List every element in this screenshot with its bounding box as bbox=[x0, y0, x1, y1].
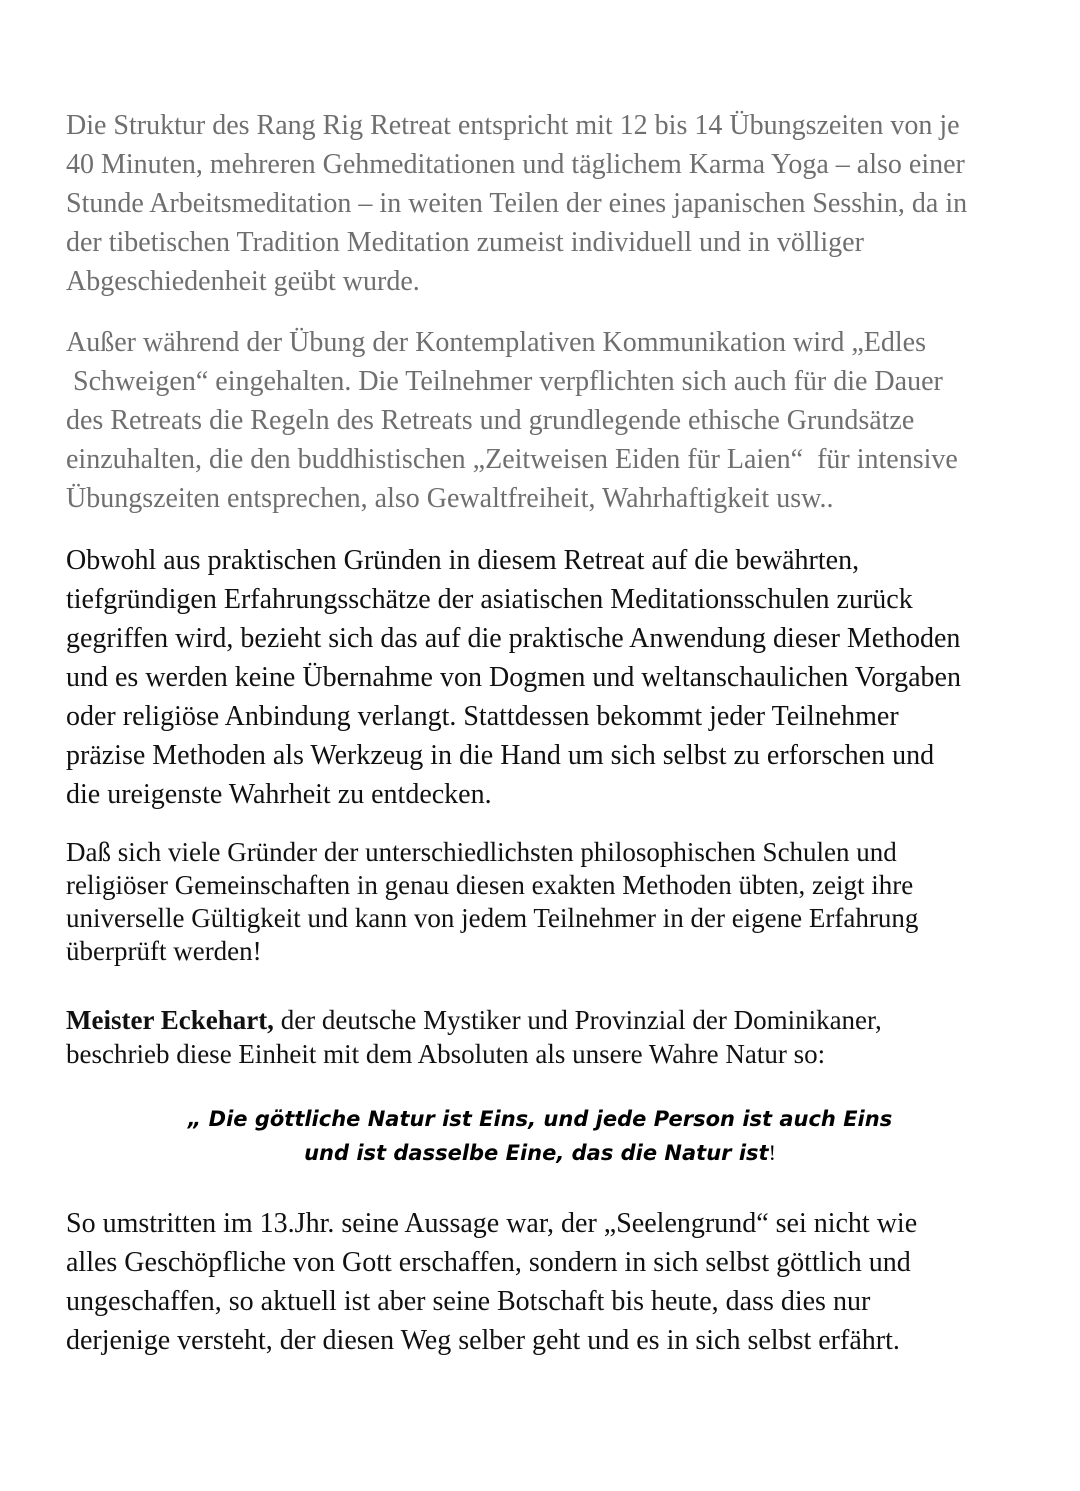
text-line: derjenige versteht, der diesen Weg selber geht und es in sich selbst erfährt. bbox=[66, 1325, 900, 1356]
text-line: universelle Gültigkeit und kann von jedem Teilnehmer in der eigene Erfahrung bbox=[66, 903, 919, 933]
quote-line: „ Die göttliche Natur ist Eins, und jede Person ist auch Eins bbox=[187, 1107, 893, 1131]
text-line: überprüft werden! bbox=[66, 936, 262, 966]
quote-line bbox=[0, 1140, 1080, 1166]
text-line: gegriffen wird, bezieht sich das auf die praktische Anwendung dieser Methoden bbox=[66, 623, 961, 654]
text-line: Schweigen“ eingehalten. Die Teilnehmer verpflichten sich auch für die Dauer bbox=[66, 366, 943, 397]
quote-text: und ist dasselbe Eine, das die Natur ist bbox=[304, 1141, 769, 1165]
text-span: der deutsche Mystiker und Provinzial der Dominikaner, bbox=[273, 1005, 882, 1035]
text-line: Obwohl aus praktischen Gründen in diesem Retreat auf die bewährten, bbox=[66, 545, 860, 576]
text-line: der tibetischen Tradition Meditation zumeist individuell und in völliger bbox=[66, 227, 864, 258]
text-line: 40 Minuten, mehreren Gehmeditationen und täglichem Karma Yoga – also einer bbox=[66, 149, 965, 180]
text-line: alles Geschöpfliche von Gott erschaffen, sondern in sich selbst göttlich und bbox=[66, 1247, 911, 1278]
text-line bbox=[66, 1005, 882, 1036]
text-line: ungeschaffen, so aktuell ist aber seine Botschaft bis heute, dass dies nur bbox=[66, 1286, 871, 1317]
text-line: präzise Methoden als Werkzeug in die Hand um sich selbst zu erforschen und bbox=[66, 740, 935, 771]
text-line: Übungszeiten entsprechen, also Gewaltfreiheit, Wahrhaftigkeit usw.. bbox=[66, 483, 834, 514]
text-line: beschrieb diese Einheit mit dem Absoluten als unsere Wahre Natur so: bbox=[66, 1039, 826, 1069]
text-line: Stunde Arbeitsmeditation – in weiten Teilen der eines japanischen Sesshin, da in bbox=[66, 188, 968, 219]
quote-exclamation: ! bbox=[768, 1140, 776, 1165]
text-line: religiöser Gemeinschaften in genau diesen exakten Methoden übten, zeigt ihre bbox=[66, 870, 914, 900]
text-line: Die Struktur des Rang Rig Retreat entspricht mit 12 bis 14 Übungszeiten von je bbox=[66, 110, 960, 141]
text-line: So umstritten im 13.Jhr. seine Aussage war, der „Seelengrund“ sei nicht wie bbox=[66, 1208, 918, 1239]
text-line: tiefgründigen Erfahrungsschätze der asiatischen Meditationsschulen zurück bbox=[66, 584, 913, 615]
text-line: und es werden keine Übernahme von Dogmen und weltanschaulichen Vorgaben bbox=[66, 662, 961, 693]
text-line: Abgeschiedenheit geübt wurde. bbox=[66, 266, 420, 297]
text-line: einzuhalten, die den buddhistischen „Zeitweisen Eiden für Laien“ für intensive bbox=[66, 444, 958, 475]
text-line: des Retreats die Regeln des Retreats und grundlegende ethische Grundsätze bbox=[66, 405, 915, 436]
name-emphasis: Meister Eckehart, bbox=[66, 1005, 274, 1035]
text-line: Daß sich viele Gründer der unterschiedlichsten philosophischen Schulen und bbox=[66, 837, 897, 867]
text-line: die ureigenste Wahrheit zu entdecken. bbox=[66, 779, 492, 810]
text-line: oder religiöse Anbindung verlangt. Stattdessen bekommt jeder Teilnehmer bbox=[66, 701, 899, 732]
text-line: Außer während der Übung der Kontemplativen Kommunikation wird „Edles bbox=[66, 327, 927, 358]
